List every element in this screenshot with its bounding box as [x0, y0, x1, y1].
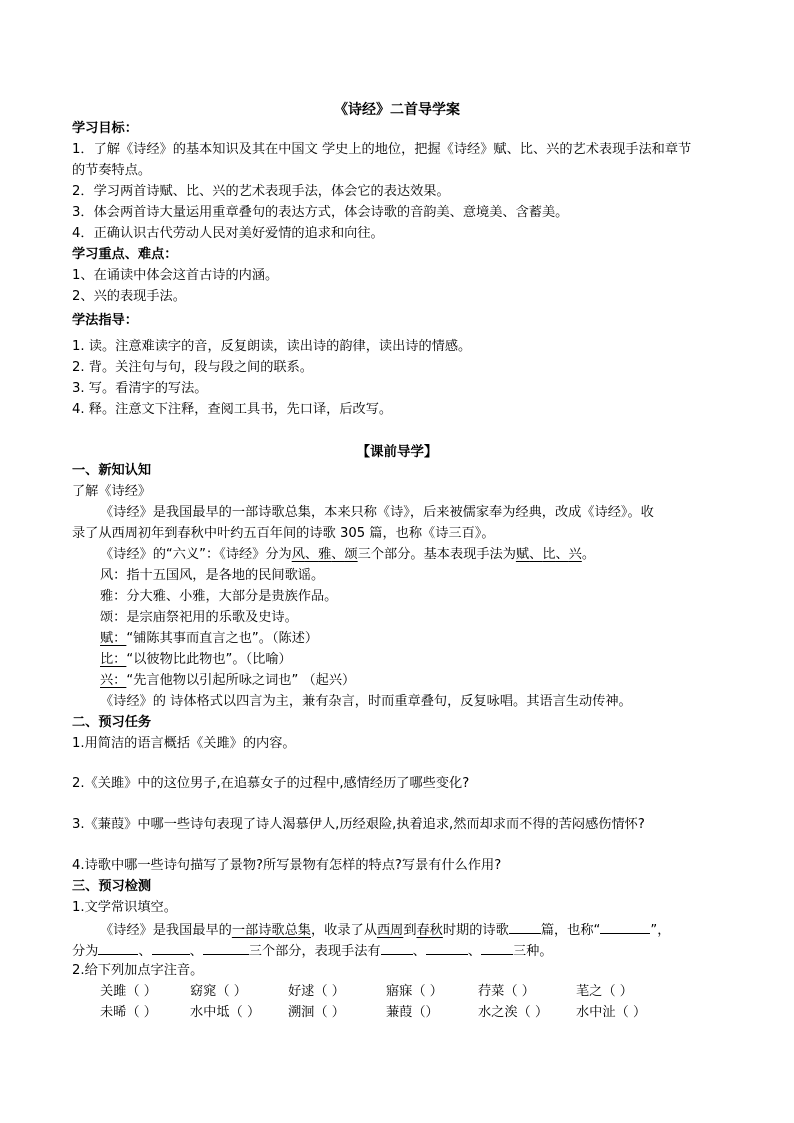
preview-task: 3.《蒹葭》中哪一些诗句表现了诗人渴慕伊人,历经艰险,执着追求,然而却求而不得的苦闷感伤情怀? — [72, 817, 645, 832]
underlined-term: 比 — [542, 547, 556, 562]
pinyin-item[interactable]: 水中沚（ ） — [576, 1005, 647, 1020]
objective-line: 1．了解《诗经》的基本知识及其在中国文 学史上的地位，把握《诗经》赋、比、兴的艺术表现手法和章节 — [72, 142, 692, 157]
underlined-term: 颂 — [344, 547, 358, 562]
pinyin-row — [100, 1003, 666, 1023]
method-line: 4. 释。注意文下注释，查阅工具书，先口译，后改写。 — [72, 402, 393, 417]
intro-paragraph-line: 录了从西周初年到春秋中叶约五百年间的诗歌 305 篇，也称《诗三百》。 — [72, 526, 495, 541]
pinyin-item[interactable]: 蒹葭（） — [386, 1005, 439, 1020]
pinyin-item[interactable]: 寤寐（ ） — [386, 984, 443, 999]
answer-blank[interactable] — [509, 919, 541, 934]
bi-definition: 比：“以彼物比此物也”。（比喻） — [100, 652, 292, 667]
pinyin-item[interactable]: 溯洄（ ） — [288, 1005, 345, 1020]
form-description: 《诗经》的 诗体格式以四言为主，兼有杂言，时而重章叠句，反复咏唱。其语言生动传神。 — [100, 694, 632, 709]
answer-blank[interactable] — [152, 940, 190, 955]
pinyin-item[interactable]: 关雎（ ） — [100, 984, 157, 999]
underlined-term: 兴： — [100, 673, 127, 688]
answer-blank[interactable] — [381, 940, 413, 955]
preview-task: 2.《关雎》中的这位男子,在追慕女子的过程中,感情经历了哪些变化? — [72, 776, 470, 791]
pinyin-item[interactable]: 芼之（ ） — [576, 984, 633, 999]
fu-definition: 赋：“铺陈其事而直言之也”。（陈述） — [100, 631, 319, 646]
intro-paragraph-line: 《诗经》是我国最早的一部诗歌总集，本来只称《诗》，后来被儒家奉为经典，改成《诗经》。收 — [100, 505, 654, 520]
check-question: 1.文学常识填空。 — [72, 900, 177, 915]
section-preview-tasks: 二、预习任务 — [72, 715, 152, 730]
pinyin-item[interactable]: 水之涘（ ） — [478, 1005, 549, 1020]
pinyin-item[interactable]: 水中坻（ ） — [190, 1005, 261, 1020]
objective-line: 4．正确认识古代劳动人民对美好爱情的追求和向往。 — [72, 226, 384, 241]
key-point-line: 1、在诵读中体会这首古诗的内涵。 — [72, 268, 279, 283]
check-question: 2.给下列加点字注音。 — [72, 963, 204, 978]
method-line: 3. 写。看清字的写法。 — [72, 381, 208, 396]
method-line: 1. 读。注意难读字的音，反复朗读，读出诗的韵律，读出诗的情感。 — [72, 339, 472, 354]
objective-line: 3．体会两首诗大量运用重章叠句的表达方式，体会诗歌的音韵美、意境美、含蓄美。 — [72, 205, 569, 220]
underlined-term: 比： — [100, 652, 127, 667]
answer-blank[interactable] — [203, 940, 249, 955]
feng-definition: 风：指十五国风，是各地的民间歌谣。 — [100, 568, 325, 583]
pinyin-item[interactable]: 好逑（ ） — [288, 984, 345, 999]
answer-blank[interactable] — [426, 940, 468, 955]
pinyin-item[interactable]: 窈窕（ ） — [190, 984, 247, 999]
six-meanings-line: 《诗经》的“六义”：《诗经》分为风、雅、颂三个部分。基本表现手法为赋、比、兴。 — [100, 547, 596, 562]
document-title: 《诗经》二首导学案 — [334, 102, 460, 118]
answer-blank[interactable] — [600, 919, 650, 934]
ya-definition: 雅：分大雅、小雅，大部分是贵族作品。 — [100, 589, 338, 604]
underlined-term: 兴 — [568, 547, 582, 562]
preview-task: 1.用简洁的语言概括《关雎》的内容。 — [72, 736, 296, 751]
objectives-heading: 学习目标： — [72, 121, 138, 136]
preview-task: 4.诗歌中哪一些诗句描写了景物?所写景物有怎样的特点?写景有什么作用? — [72, 858, 502, 873]
preclass-heading: 【课前导学】 — [356, 444, 438, 460]
key-point-line: 2、兴的表现手法。 — [72, 289, 186, 304]
key-points-heading: 学习重点、难点： — [72, 247, 178, 262]
underlined-term: 风 — [291, 547, 305, 562]
fill-blank-line: 《诗经》是我国最早的一部诗歌总集，收录了从西周到春秋时期的诗歌 篇，也称“ ”， — [100, 919, 670, 941]
answer-blank[interactable] — [481, 940, 513, 955]
underlined-term: 赋： — [100, 631, 127, 646]
objective-line: 的节奏特点。 — [72, 163, 152, 178]
xing-definition: 兴：“先言他物以引起所咏之词也” （起兴） — [100, 673, 356, 688]
understand-line: 了解《诗经》 — [72, 484, 152, 499]
method-heading: 学法指导： — [72, 313, 138, 328]
fill-blank-line: 分为 、 、 三个部分，表现手法有 、 、 三种。 — [72, 940, 553, 962]
song-definition: 颂：是宗庙祭祀用的乐歌及史诗。 — [100, 610, 298, 625]
pinyin-item[interactable]: 荇菜（ ） — [478, 984, 535, 999]
underlined-term: 雅 — [318, 547, 332, 562]
answer-blank[interactable] — [98, 940, 138, 955]
pinyin-item[interactable]: 未晞（ ） — [100, 1005, 157, 1020]
pinyin-row — [100, 982, 666, 1002]
method-line: 2. 背。关注句与句，段与段之间的联系。 — [72, 360, 313, 375]
underlined-term: 赋 — [515, 547, 530, 562]
objective-line: 2．学习两首诗赋、比、兴的艺术表现手法，体会它的表达效果。 — [72, 184, 450, 199]
section-new-knowledge: 一、新知认知 — [72, 463, 152, 478]
section-preview-check: 三、预习检测 — [72, 879, 152, 894]
